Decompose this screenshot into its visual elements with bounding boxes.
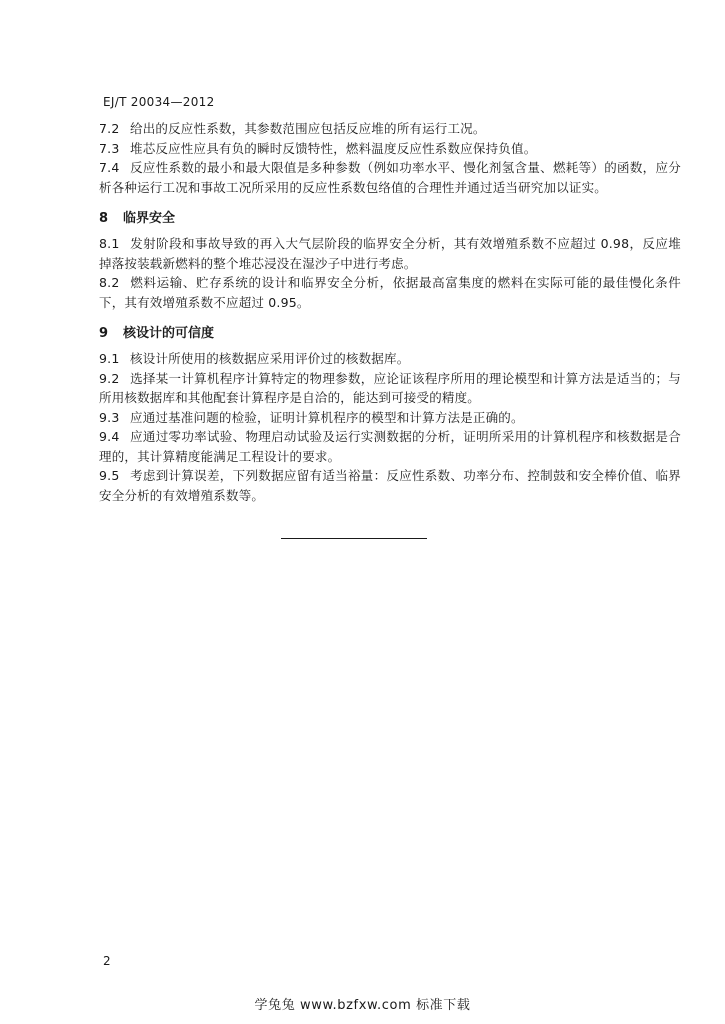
clause-9-3 <box>99 408 681 428</box>
clause-9-4 <box>99 427 681 466</box>
document-body <box>99 119 681 505</box>
watermark-footer: 学兔兔 www.bzfxw.com 标准下载 <box>254 998 471 1013</box>
clause-number: 8.2 <box>99 275 120 290</box>
clause-number: 9.5 <box>99 468 120 483</box>
clause-7-2 <box>99 119 681 139</box>
clause-text: 给出的反应性系数，其参数范围应包括反应堆的所有运行工况。 <box>130 121 486 136</box>
section-number: 9 <box>99 326 109 341</box>
clause-text: 发射阶段和事故导致的再入大气层阶段的临界安全分析，其有效增殖系数不应超过 0.98，反应堆掉落按装载新燃料的整个堆芯浸没在湿沙子中进行考虑。 <box>99 236 681 271</box>
clause-text: 应通过零功率试验、物理启动试验及运行实测数据的分析，证明所采用的计算机程序和核数据是合理的，其计算精度能满足工程设计的要求。 <box>99 429 681 464</box>
clause-number: 7.2 <box>99 121 120 136</box>
clause-text: 核设计所使用的核数据应采用评价过的核数据库。 <box>130 351 410 366</box>
clause-7-4 <box>99 158 681 197</box>
clause-text: 反应性系数的最小和最大限值是多种参数（例如功率水平、慢化剂氢含量、燃耗等）的函数，应分析各种运行工况和事故工况所采用的反应性系数包络值的合理性并通过适当研究加以证实。 <box>99 160 681 195</box>
clause-8-1 <box>99 234 681 273</box>
clause-number: 9.4 <box>99 429 120 444</box>
clause-number: 8.1 <box>99 236 120 251</box>
clause-8-2 <box>99 273 681 312</box>
clause-9-2 <box>99 369 681 408</box>
section-heading-8 <box>99 209 681 229</box>
clause-number: 9.1 <box>99 351 120 366</box>
clause-7-3 <box>99 139 681 159</box>
clause-text: 选择某一计算机程序计算特定的物理参数，应论证该程序所用的理论模型和计算方法是适当的；与所用核数据库和其他配套计算程序是自洽的，能达到可接受的精度。 <box>99 370 681 405</box>
clause-number: 7.3 <box>99 140 120 156</box>
clause-9-1 <box>99 349 681 369</box>
section-heading-9 <box>99 324 681 344</box>
clause-9-5 <box>99 466 681 505</box>
document-id: EJ/T 20034—2012 <box>103 95 215 109</box>
clause-number: 9.2 <box>99 370 120 386</box>
section-number: 8 <box>99 211 109 226</box>
clause-text: 应通过基准问题的检验，证明计算机程序的模型和计算方法是正确的。 <box>130 409 524 425</box>
page-number: 2 <box>103 954 111 968</box>
clause-text: 堆芯反应性应具有负的瞬时反馈特性，燃料温度反应性系数应保持负值。 <box>130 140 537 156</box>
clause-number: 9.3 <box>99 409 120 425</box>
clause-number: 7.4 <box>99 160 120 175</box>
clause-text: 燃料运输、贮存系统的设计和临界安全分析，依据最高富集度的燃料在实际可能的最佳慢化条件下，其有效增殖系数不应超过 0.95。 <box>99 275 681 310</box>
section-title: 核设计的可信度 <box>123 326 215 341</box>
end-of-text-rule <box>281 538 427 539</box>
clause-text: 考虑到计算误差，下列数据应留有适当裕量：反应性系数、功率分布、控制鼓和安全棒价值、临界安全分析的有效增殖系数等。 <box>99 468 681 503</box>
section-title: 临界安全 <box>123 211 176 226</box>
